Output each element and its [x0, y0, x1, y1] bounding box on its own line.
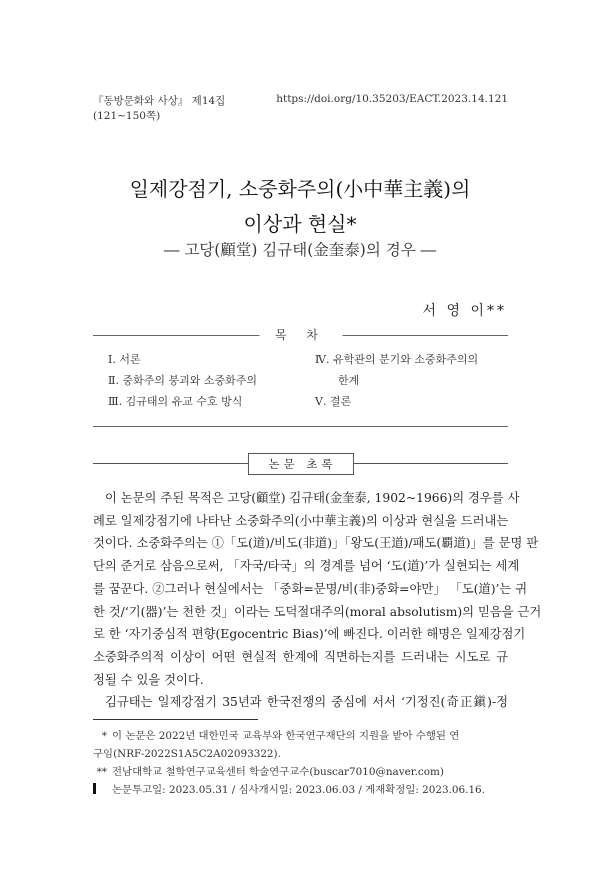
footnote-mark: ** [96, 766, 107, 778]
toc-heading: 목 차 [259, 326, 342, 343]
footnote-author [93, 763, 508, 781]
toc-item-continuation[interactable]: 한계 [338, 374, 360, 387]
table-of-contents [93, 328, 508, 427]
footnote-text: 이 논문은 2022년 대한민국 교육부와 한국연구재단의 지원을 받아 수행된 연 [112, 730, 460, 742]
abstract-line: 이 논문의 주된 목적은 고당(顧堂) 김규태(金奎泰, 1902~1966)의 경우를 사 [105, 491, 520, 505]
dates-text: 논문투고일: 2023.05.31 / 심사개시일: 2023.06.03 / 게재확정일: 2023.06.16. [112, 784, 485, 796]
title-line-2: 이상과 현실* [243, 212, 357, 236]
abstract-line: 한 것/‘기(器)’는 천한 것」이라는 도덕절대주의(moral absolutism)의 믿음을 근거 [93, 604, 542, 619]
running-header [93, 93, 508, 123]
footnotes [93, 727, 508, 799]
toc-item[interactable]: Ⅳ. 유학관의 분기와 소중화주의의 [315, 353, 479, 366]
toc-item[interactable]: Ⅲ. 김규태의 유교 수호 방식 [108, 395, 243, 408]
footnote-funding [93, 727, 508, 745]
abstract-line: 로 한 ‘자기중심적 편향(Egocentric Bias)’에 빠진다. 이러한 해명은 일제강점기 [93, 627, 526, 642]
paper-title [0, 172, 600, 242]
bullet-bar-icon [93, 783, 96, 794]
body-paragraph-start: 김규태는 일제강점기 35년과 한국전쟁의 중심에 서서 ‘기정진(奇正鎭)-정 [105, 695, 508, 710]
title-line-1: 일제강점기, 소중화주의(小中華主義)의 [129, 177, 471, 201]
abstract-line: 단의 준거로 삼음으로써, 「자국/타국」의 경계를 넘어 ‘도(道)’가 실현되는 세계 [93, 559, 520, 574]
toc-left-column [108, 349, 257, 412]
toc-item[interactable]: Ⅰ. 서론 [108, 353, 141, 366]
abstract-line: 것이다. 소중화주의는 ①「도(道)/비도(非道)」「왕도(王道)/패도(覇道)」를 문명 판 [93, 536, 539, 551]
toc-item[interactable]: Ⅴ. 결론 [315, 395, 352, 408]
footnote-funding-continued: 구임(NRF-2022S1A5C2A02093322). [93, 748, 281, 760]
footnote-text: 전남대학교 철학연구교육센터 학술연구교수(buscar7010@naver.com) [112, 766, 444, 778]
paper-subtitle: ― 고당(顧堂) 김규태(金奎泰)의 경우 ― [163, 241, 437, 259]
footnote-rule [93, 719, 258, 720]
abstract-body [93, 487, 542, 714]
abstract-line: 례로 일제강점기에 나타난 소중화주의(小中華主義)의 이상과 현실을 드러내는 [93, 513, 509, 528]
abstract-heading [93, 453, 508, 473]
abstract-line: 정될 수 있을 것이다. [93, 672, 204, 687]
abstract-line: 를 꿈꾼다. ②그러나 현실에서는 「중화=문명/비(非)중화=야만」 「도(道)’는 귀 [93, 581, 528, 596]
toc-bottom-rule [93, 426, 508, 427]
submission-dates [93, 781, 508, 799]
toc-item[interactable]: Ⅱ. 중화주의 붕괴와 소중화주의 [108, 374, 257, 387]
doi-link[interactable]: https://doi.org/10.35203/EACT.2023.14.121 [276, 93, 508, 105]
footnote-mark: * [101, 730, 107, 742]
journal-citation: 『동방문화와 사상』 제14집(121~150쪽) [93, 95, 226, 122]
abstract-heading-label: 논문 초록 [247, 453, 353, 475]
author-name: 서 영 이** [422, 303, 507, 319]
abstract-line: 소중화주의적 이상이 어떤 현실적 한계에 직면하는지를 드러내는 시도로 규 [93, 649, 508, 664]
toc-right-column [315, 349, 478, 412]
